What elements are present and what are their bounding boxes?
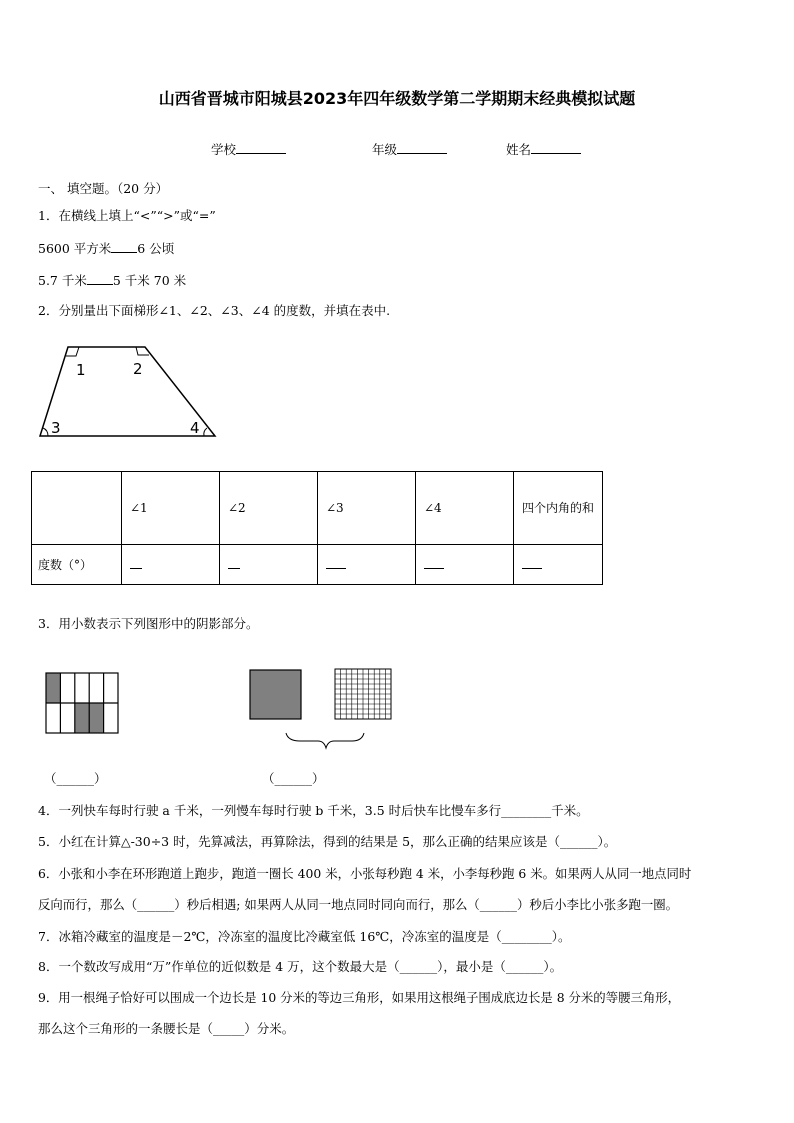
question-3-stem: 3．用小数表示下列图形中的阴影部分。 [38,616,259,631]
table-header-sum: 四个内角的和 [514,472,603,545]
question-1-stem: 1．在横线上填上“<”“>”或“=” [38,208,216,223]
question-5: 5．小红在计算△-30÷3 时，先算减法，再算除法，得到的结果是 5，那么正确的结果应该是（______）。 [38,834,617,849]
question-6-line-2: 反向而行，那么（______）秒后相遇; 如果两人从同一地点同时同向而行，那么（______）秒后小李比小张多跑一圈。 [38,897,679,912]
hundred-grid [335,669,391,719]
table-header-angle3: ∠3 [318,472,416,545]
angle-label-3: 3 [51,419,61,437]
angle-label-2: 2 [133,360,143,378]
shaded-square [250,670,301,719]
question-4: 4．一列快车每时行驶 a 千米，一列慢车每时行驶 b 千米，3.5 时后快车比慢车多行________千米。 [38,803,589,818]
school-label: 学校 [211,142,237,157]
q1-line2-left: 5.7 千米 [38,273,87,288]
q1-line2-right: 5 千米 70 米 [112,273,187,288]
page-title: 山西省晋城市阳城县2023年四年级数学第二学期期末经典模拟试题 [158,89,636,108]
question-6-line-1: 6．小张和小李在环形跑道上跑步，跑道一圈长 400 米，小张每秒跑 4 米，小李每秒跑 6 米。如果两人从同一地点同时 [38,866,692,881]
question-7: 7．冰箱冷藏室的温度是－2℃，冷冻室的温度比冷藏室低 16℃，冷冻室的温度是（________）。 [38,929,571,944]
q1-line1-left: 5600 平方米 [38,241,112,256]
q1-line1-right: 6 公顷 [137,241,175,256]
table-header-angle1: ∠1 [122,472,220,545]
grade-label: 年级 [372,142,398,157]
section-heading: 一、 填空题。（20 分） [38,181,169,196]
angle-label-4: 4 [190,419,200,437]
table-row-label: 度数（°） [32,545,122,585]
angle-label-1: 1 [76,361,86,379]
grid-figure-1 [46,673,118,733]
name-label: 姓名 [506,142,532,157]
q3-answer-1[interactable]: （______） [44,771,107,786]
q3-answer-2[interactable]: （______） [262,771,325,786]
question-2-stem: 2．分别量出下面梯形∠1、∠2、∠3、∠4 的度数，并填在表中. [38,303,391,318]
table-header-angle2: ∠2 [220,472,318,545]
table-header-angle4: ∠4 [416,472,514,545]
brace [286,733,364,748]
question-9-line-2: 那么这个三角形的一条腰长是（_____）分米。 [38,1021,295,1036]
question-9-line-1: 9．用一根绳子恰好可以围成一个边长是 10 分米的等边三角形，如果用这根绳子围成底边长是 8 分米的等腰三角形， [38,990,681,1005]
question-8: 8．一个数改写成用“万”作单位的近似数是 4 万，这个数最大是（______），最小是（______）。 [38,959,563,974]
